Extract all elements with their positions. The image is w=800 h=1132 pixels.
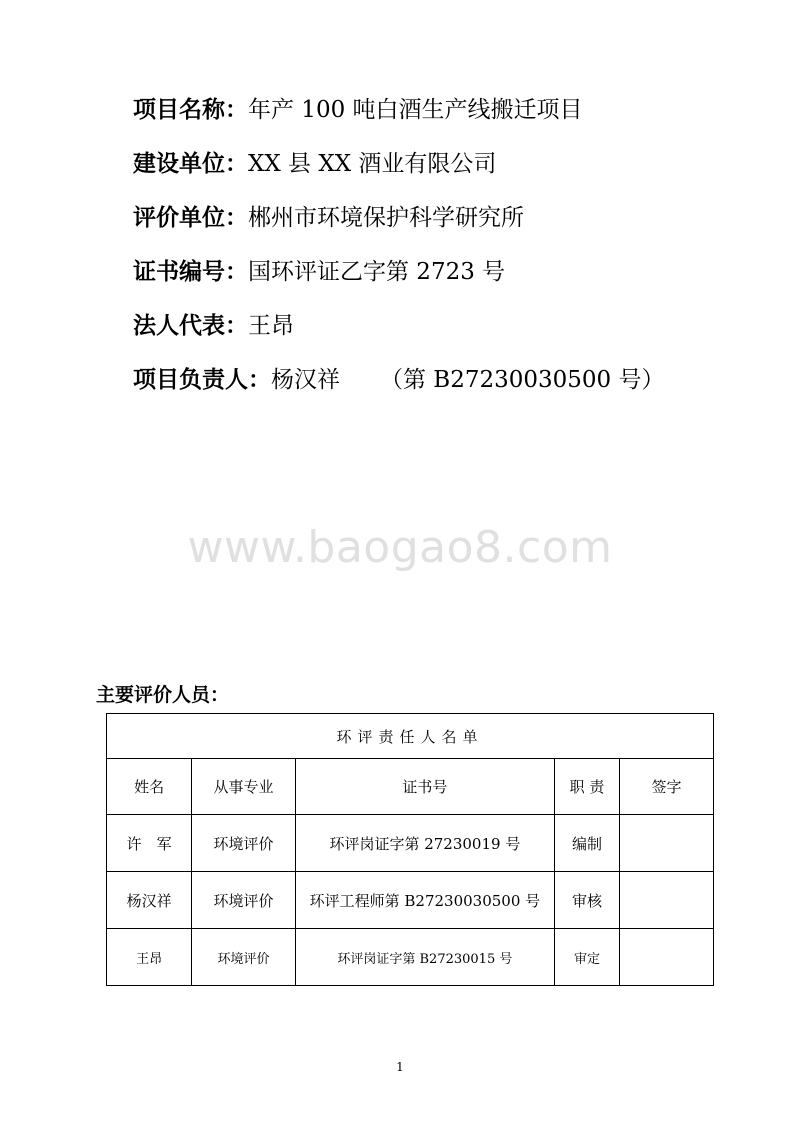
header-major: 从事专业 [192,759,296,815]
cell-certificate: 环评岗证字第 B27230015 号 [295,929,554,986]
cell-major: 环境评价 [192,815,296,872]
table-caption-row [107,714,714,759]
header-role: 职 责 [554,759,619,815]
cell-name: 许 军 [107,815,192,872]
evaluation-unit-value: 郴州市环境保护科学研究所 [248,205,524,231]
evaluation-unit-label: 评价单位： [133,205,248,231]
project-leader-cert: （第 B27230030500 号） [380,367,665,393]
project-name-label: 项目名称： [133,97,248,123]
cell-name: 王昂 [107,929,192,986]
project-info-block [133,88,665,412]
legal-representative-label: 法人代表： [133,313,248,339]
section-title: 主要评价人员： [96,684,230,706]
table-row [107,929,714,986]
cell-certificate: 环评岗证字第 27230019 号 [295,815,554,872]
legal-representative-value: 王昂 [248,313,294,339]
evaluation-unit-line [133,196,665,250]
project-leader-label: 项目负责人： [133,367,271,393]
cell-signature [620,815,714,872]
project-leader-value: 杨汉祥 [271,367,340,393]
construction-unit-line [133,142,665,196]
cell-role: 审核 [554,872,619,929]
watermark: www.baogao8.com [187,522,613,573]
header-signature: 签字 [620,759,714,815]
header-certificate: 证书号 [295,759,554,815]
project-name-value: 年产 100 吨白酒生产线搬迁项目 [248,97,583,123]
cell-signature [620,872,714,929]
table-row [107,815,714,872]
project-leader-line [133,358,665,412]
cell-name: 杨汉祥 [107,872,192,929]
table-caption: 环评责任人名单 [107,714,714,759]
construction-unit-label: 建设单位： [133,151,248,177]
certificate-number-label: 证书编号： [133,259,248,285]
certificate-number-line [133,250,665,304]
legal-representative-line [133,304,665,358]
cell-signature [620,929,714,986]
table-row [107,872,714,929]
staff-table [106,713,714,986]
cell-major: 环境评价 [192,929,296,986]
cell-major: 环境评价 [192,872,296,929]
certificate-number-value: 国环评证乙字第 2723 号 [248,259,506,285]
cell-role: 编制 [554,815,619,872]
cell-role: 审定 [554,929,619,986]
page-number: 1 [396,1060,404,1074]
construction-unit-value: XX 县 XX 酒业有限公司 [248,151,497,177]
table-header-row [107,759,714,815]
project-name-line [133,88,665,142]
cell-certificate: 环评工程师第 B27230030500 号 [295,872,554,929]
header-name: 姓名 [107,759,192,815]
